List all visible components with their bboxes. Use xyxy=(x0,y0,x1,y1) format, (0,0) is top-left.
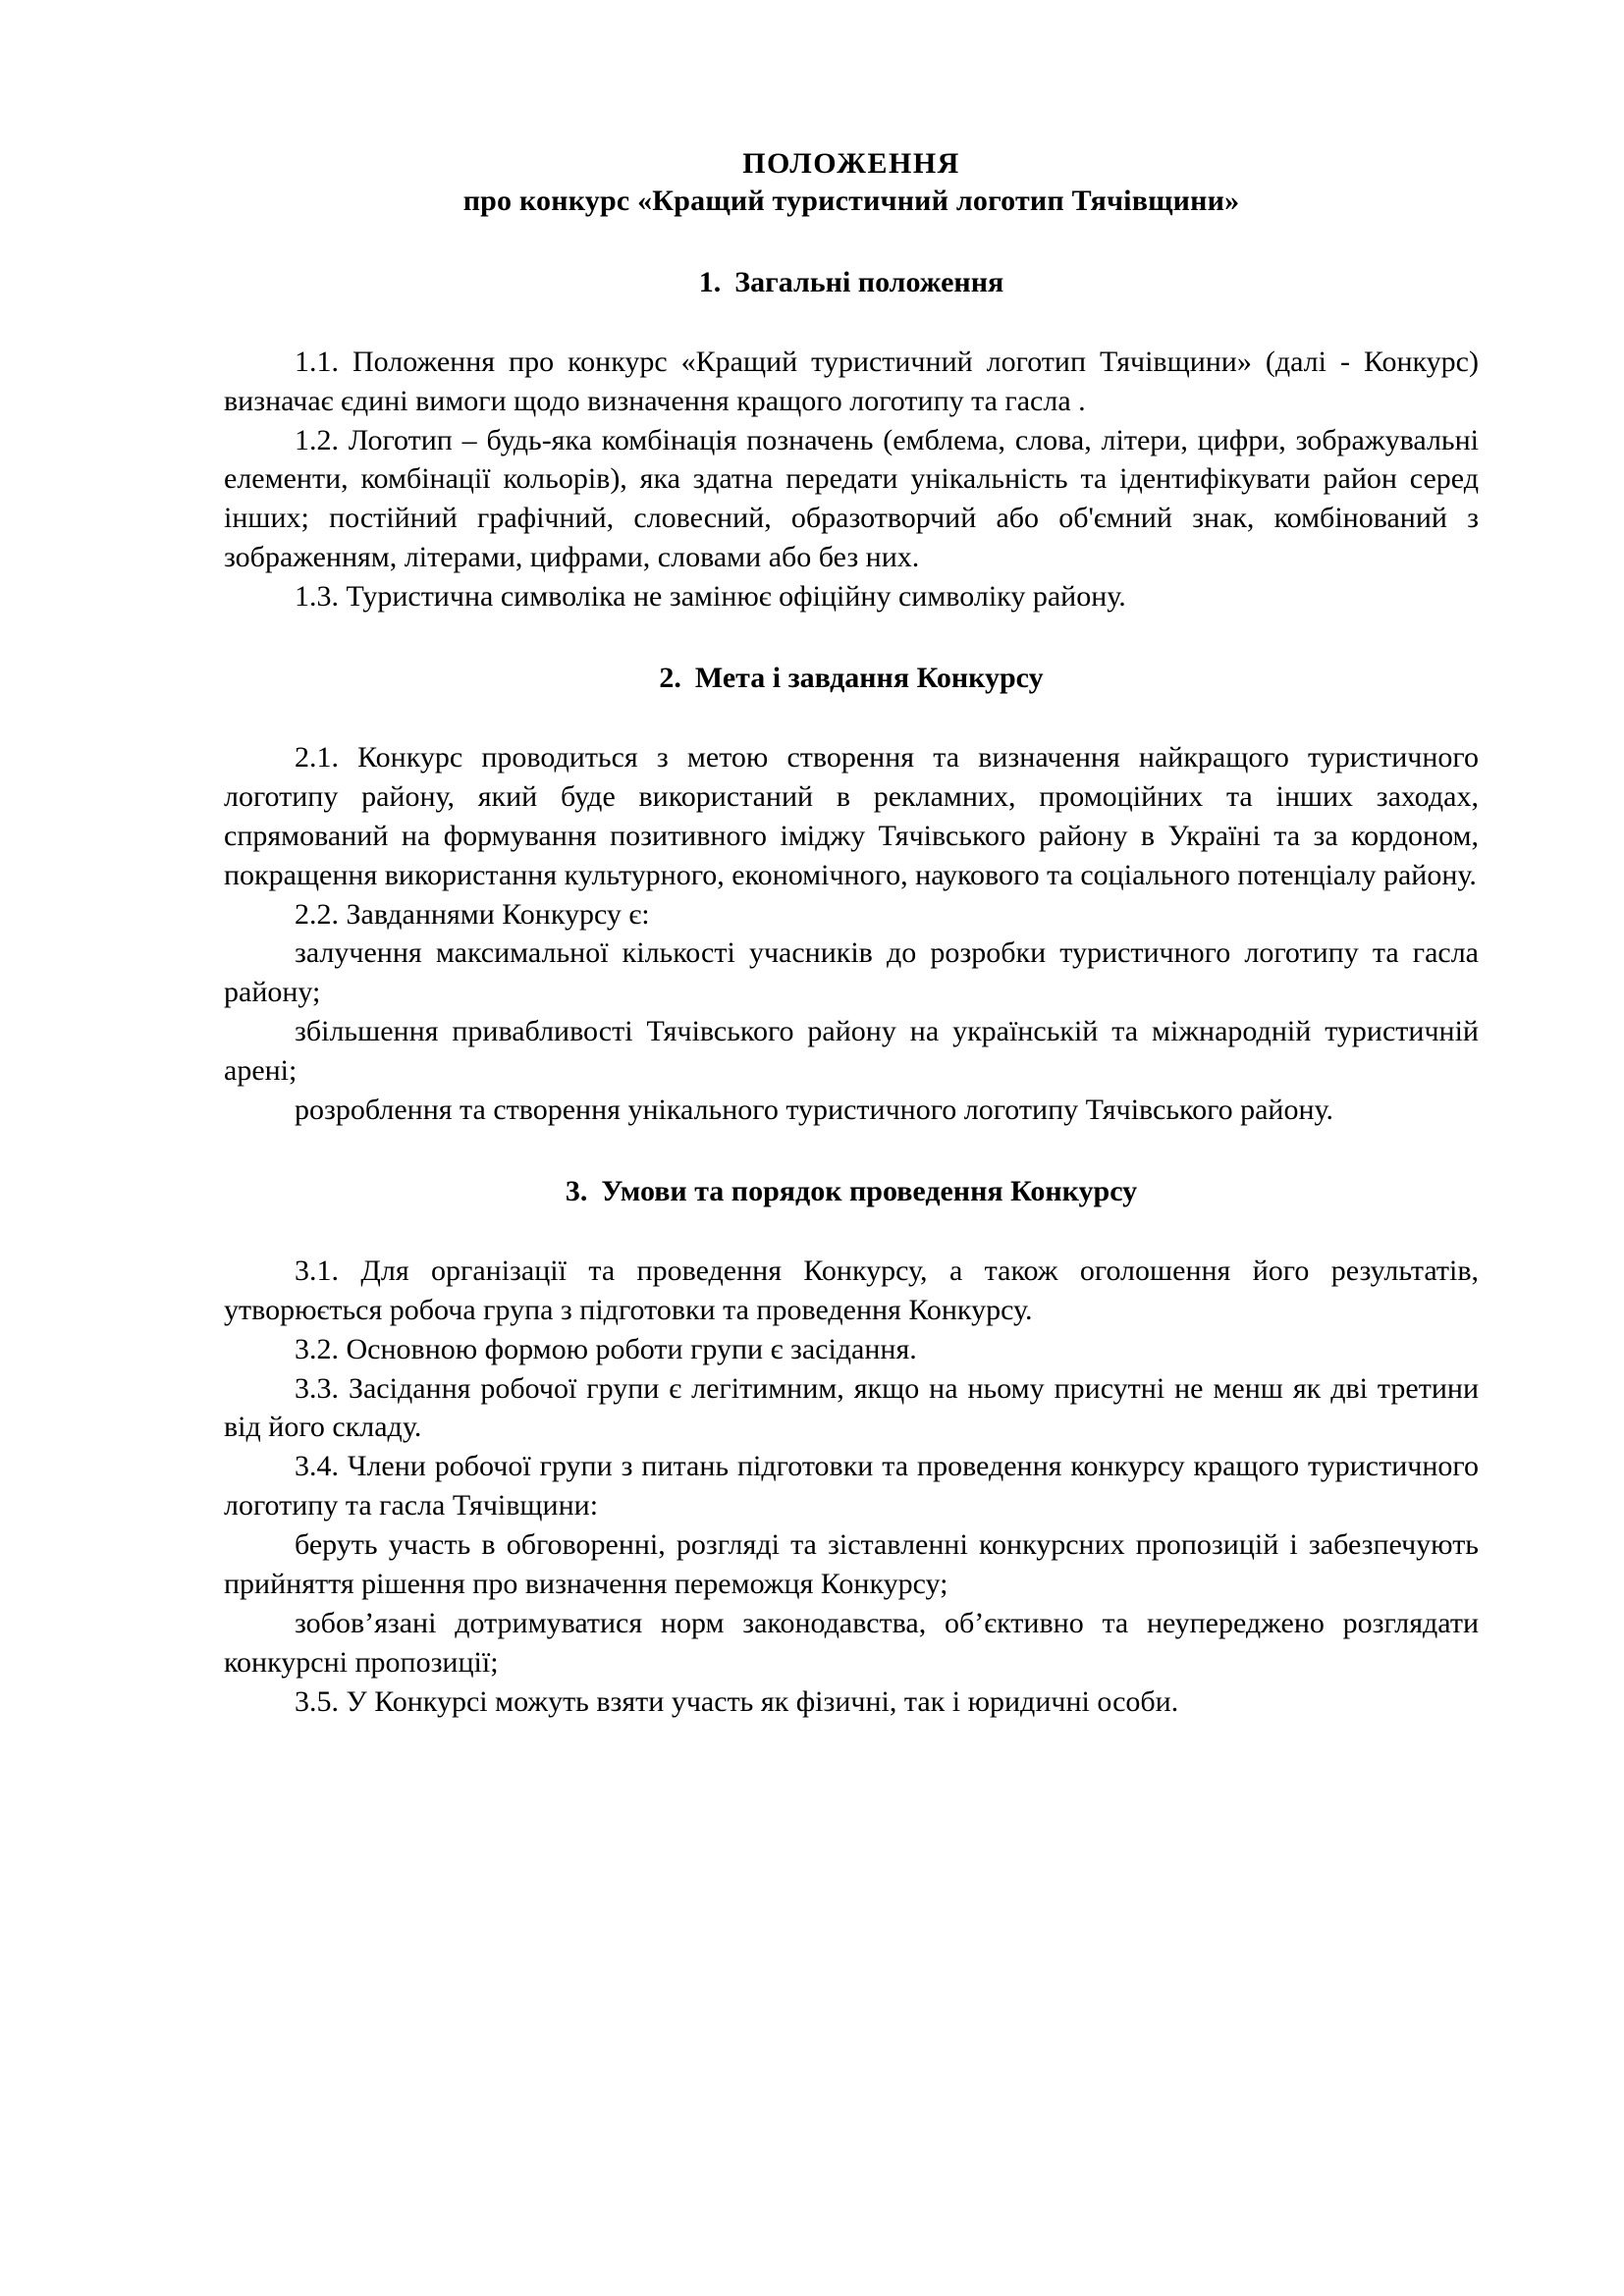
section-heading-1 xyxy=(224,266,1479,299)
section-title-3: Умови та порядок проведення Конкурсу xyxy=(601,1174,1138,1207)
paragraph-1-1: 1.1. Положення про конкурс «Кращий туристичний логотип Тячівщини» (далі - Конкурс) визначає єдині вимоги щодо визначення кращого логотипу та гасла . xyxy=(224,345,1479,417)
paragraph-3-1: 3.1. Для організації та проведення Конкурсу, а також оголошення його результатів, утворюється робоча група з підготовки та проведення Конкурсу. xyxy=(224,1254,1479,1326)
paragraph-1-2: 1.2. Логотип – будь-яка комбінація позначень (емблема, слова, літери, цифри, зображувальні елементи, комбінації кольорів), яка здатна передати унікальність та ідентифікувати район серед інших; постійний графічний, словесний, образотворчий або об'ємний знак, комбінований з зображенням, літерами, цифрами, словами або без них. xyxy=(224,423,1479,574)
paragraph-2-2: 2.2. Завданнями Конкурсу є: xyxy=(295,897,650,931)
section-heading-2 xyxy=(224,662,1479,695)
paragraph-2-1: 2.1. Конкурс проводиться з метою створення та визначення найкращого туристичного логотипу району, який буде використаний в рекламних, промоційних та інших заходах, спрямований на формування позитивного іміджу Тячівського району в Україні та за кордоном, покращення використання культурного, економічного, наукового та соціального потенціалу району. xyxy=(224,741,1479,891)
paragraph-1-3: 1.3. Туристична символіка не замінює офіційну символіку району. xyxy=(295,580,1126,614)
section-number-3: 3. xyxy=(565,1174,588,1207)
paragraph-3-4: 3.4. Члени робочої групи з питань підготовки та проведення конкурсу кращого туристичного логотипу та гасла Тячівщини: xyxy=(224,1450,1479,1522)
paragraph-3-4-item-2: зобов’язані дотримуватися норм законодавства, об’єктивно та неупереджено розглядати конкурсні пропозиції; xyxy=(224,1606,1479,1679)
section-title-2: Мета і завдання Конкурсу xyxy=(694,662,1044,695)
paragraph-2-2-item-3: розроблення та створення унікального туристичного логотипу Тячівського району. xyxy=(295,1094,1334,1127)
section-body-2 xyxy=(224,738,1479,1130)
paragraph-2-2-item-2: збільшення привабливості Тячівського району на українській та міжнародній туристичній арені; xyxy=(224,1015,1479,1088)
section-body-1 xyxy=(224,343,1479,616)
paragraph-3-2: 3.2. Основною формою роботи групи є засідання. xyxy=(295,1332,917,1365)
paragraph-3-5: 3.5. У Конкурсі можуть взяти участь як фізичні, так і юридичні особи. xyxy=(295,1684,1179,1718)
paragraph-3-3: 3.3. Засідання робочої групи є легітимним, якщо на ньому присутні не менш як дві третини від його складу. xyxy=(224,1371,1479,1444)
paragraph-3-4-item-1: беруть участь в обговоренні, розгляді та зіставленні конкурсних пропозицій і забезпечують прийняття рішення про визначення переможця Конкурсу; xyxy=(224,1528,1479,1601)
section-number-2: 2. xyxy=(659,662,681,695)
section-title-1: Загальні положення xyxy=(734,265,1004,298)
section-heading-3 xyxy=(224,1175,1479,1208)
section-body-3 xyxy=(224,1252,1479,1722)
section-number-1: 1. xyxy=(698,265,722,298)
document-title-line2: про конкурс «Кращий туристичний логотип Тячівщини» xyxy=(462,185,1240,218)
paragraph-2-2-item-1: залучення максимальної кількості учасників до розробки туристичного логотипу та гасла району; xyxy=(224,936,1479,1009)
document-title-line1: ПОЛОЖЕННЯ xyxy=(742,147,960,180)
document-title xyxy=(224,145,1479,221)
